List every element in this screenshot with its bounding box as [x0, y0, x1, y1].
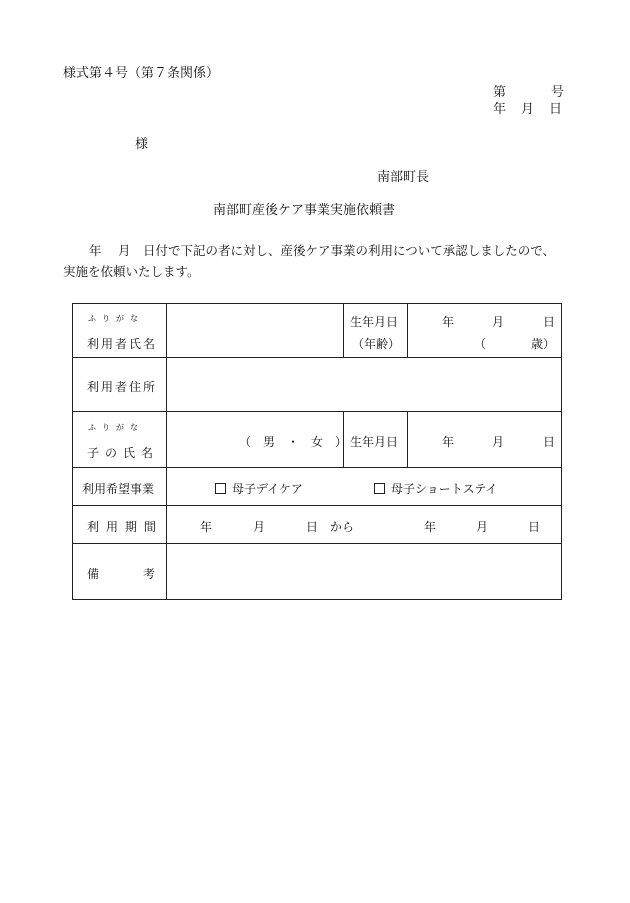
period-label-cell	[73, 506, 167, 544]
user-birth-input[interactable]	[408, 304, 562, 358]
request-form-table	[72, 303, 562, 600]
form-number: 様式第４号（第７条関係）	[63, 66, 220, 81]
child-name-row	[73, 412, 562, 468]
period-from-month: 月	[253, 520, 266, 534]
remarks-label-1: 備	[87, 567, 100, 581]
child-birth-day: 日	[543, 435, 556, 449]
user-furigana-label: ふりがな	[88, 314, 144, 323]
user-address-input[interactable]	[167, 358, 562, 412]
remarks-input[interactable]	[167, 544, 562, 600]
remarks-label-2: 考	[143, 567, 156, 581]
child-birth-year: 年	[442, 435, 455, 449]
service-option-daycare-label: 母子デイケア	[232, 482, 303, 496]
body-month: 月	[118, 243, 131, 258]
document-title: 南部町産後ケア事業実施依頼書	[213, 203, 396, 218]
user-name-label: 利用者氏名	[87, 337, 158, 351]
doc-number-label: 第	[493, 85, 507, 100]
addressee-sama: 様	[135, 137, 149, 152]
remarks-row	[73, 544, 562, 600]
user-age-label: （年齢）	[352, 337, 401, 351]
checkbox-icon	[374, 483, 385, 494]
date-day: 日	[549, 102, 563, 117]
body-year: 年	[89, 243, 102, 258]
date-month: 月	[521, 102, 535, 117]
doc-number-suffix: 号	[551, 85, 565, 100]
service-row	[73, 468, 562, 506]
user-birth-label-cell	[344, 304, 408, 358]
period-from-year: 年	[200, 520, 213, 534]
period-input[interactable]	[167, 506, 562, 544]
user-address-row	[73, 358, 562, 412]
child-name-label-cell	[73, 412, 167, 468]
user-address-label-cell	[73, 358, 167, 412]
user-age-close: 歳）	[531, 337, 556, 351]
period-row	[73, 506, 562, 544]
sender-name: 南部町長	[377, 170, 430, 185]
user-birth-year: 年	[442, 315, 455, 329]
remarks-label-cell	[73, 544, 167, 600]
child-furigana-label: ふりがな	[88, 423, 144, 432]
service-options-cell	[167, 468, 562, 506]
date-year: 年	[493, 102, 507, 117]
child-birth-label-cell	[344, 412, 408, 468]
user-birth-day: 日	[543, 315, 556, 329]
checkbox-icon	[215, 483, 226, 494]
child-birth-input[interactable]	[408, 412, 562, 468]
body-line2: 実施を依頼いたします。	[63, 264, 200, 279]
user-name-row	[73, 304, 562, 358]
service-option-shortstay-label: 母子ショートステイ	[391, 482, 498, 496]
period-from-day: 日 から	[306, 520, 355, 534]
user-address-label: 利用者住所	[87, 380, 158, 394]
service-option-daycare[interactable]	[215, 480, 303, 497]
user-name-label-cell	[73, 304, 167, 358]
period-to-year: 年	[424, 520, 437, 534]
gender-selector[interactable]: （ 男 ・ 女 ）	[239, 435, 348, 449]
service-label-cell	[73, 468, 167, 506]
user-name-input[interactable]	[167, 304, 344, 358]
service-label: 利用希望事業	[82, 482, 155, 496]
period-to-month: 月	[476, 520, 489, 534]
child-birth-label: 生年月日	[350, 435, 399, 449]
body-line1: 日付で下記の者に対し、産後ケア事業の利用について承認しましたので、	[143, 243, 556, 258]
child-name-input[interactable]	[167, 412, 348, 468]
service-option-shortstay[interactable]	[374, 480, 498, 497]
user-birth-month: 月	[492, 315, 505, 329]
child-birth-month: 月	[492, 435, 505, 449]
period-label: 利用期間	[87, 520, 164, 534]
user-birth-label: 生年月日	[350, 315, 399, 329]
child-name-label: 子の氏名	[87, 446, 160, 460]
period-to-day: 日	[528, 520, 541, 534]
user-age-open: （	[474, 337, 487, 351]
